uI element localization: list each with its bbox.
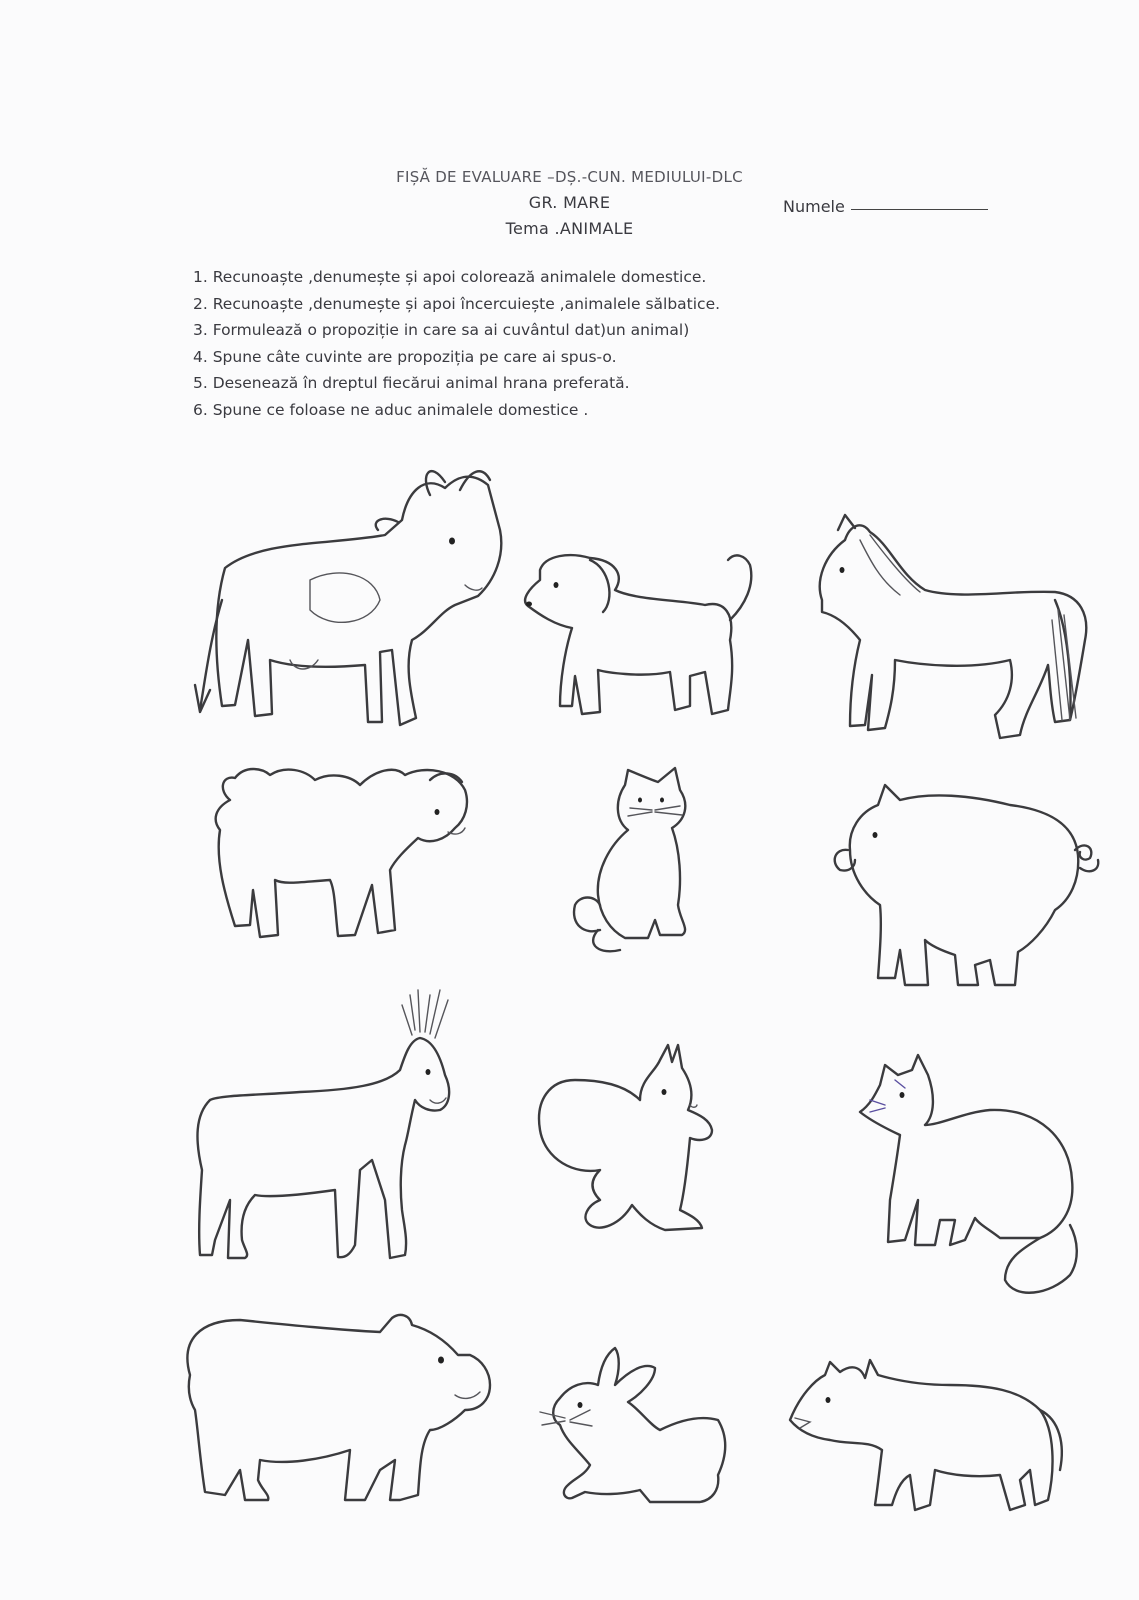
pig-drawing — [835, 785, 1099, 985]
fox-drawing — [860, 1055, 1077, 1293]
task-item: 4. Spune câte cuvinte are propoziția pe care ai spus-o. — [193, 347, 617, 366]
group-label: GR. MARE — [528, 193, 611, 212]
worksheet-title: FIȘĂ DE EVALUARE –DȘ.-CUN. MEDIULUI-DLC — [396, 168, 743, 186]
task-item: 5. Desenează în dreptul fiecărui animal hrana preferată. — [193, 374, 630, 392]
cow-drawing — [195, 471, 501, 725]
theme-label: Tema .ANIMALE — [505, 219, 634, 238]
task-item: 2. Recunoaște ,denumește și apoi încercuiește ,animalele sălbatice. — [193, 294, 721, 313]
task-item: 1. Recunoaște ,denumește și apoi colorează animalele domestice. — [193, 268, 707, 286]
sheep-drawing — [216, 769, 467, 937]
task-item: 6. Spune ce foloase ne aduc animalele domestice . — [193, 400, 589, 419]
name-label: Numele — [783, 197, 845, 216]
cat-drawing — [574, 768, 685, 951]
horse-drawing — [820, 515, 1086, 738]
wolf-drawing — [790, 1360, 1062, 1510]
task-item: 3. Formulează o propoziție in care sa ai cuvântul dat)un animal) — [193, 321, 690, 339]
dog-drawing — [525, 555, 751, 714]
bear-drawing — [187, 1315, 490, 1500]
deer-drawing — [197, 990, 449, 1258]
rabbit-drawing — [540, 1348, 725, 1502]
squirrel-drawing — [539, 1045, 712, 1230]
